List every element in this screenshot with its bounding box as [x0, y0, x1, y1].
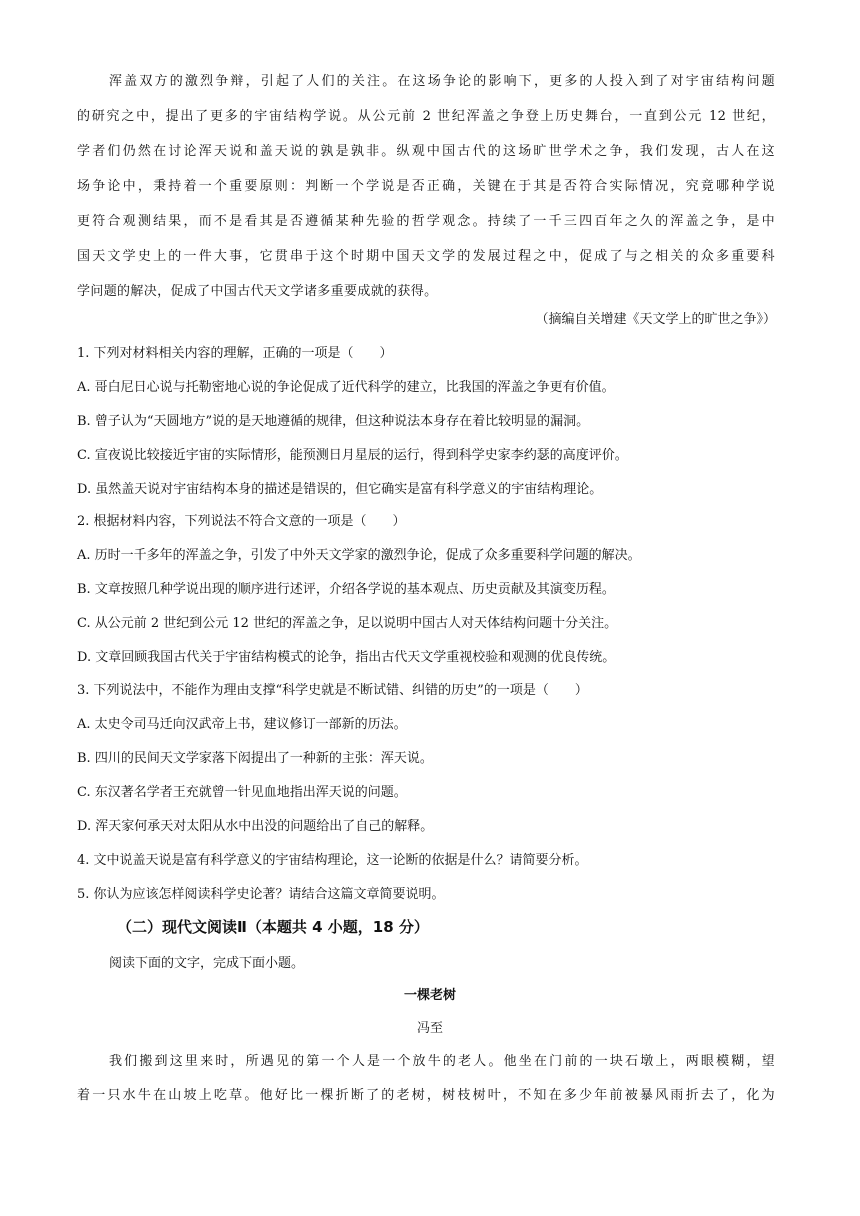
- passage-line: 学问题的解决，促成了中国古代天文学诸多重要成就的获得。: [77, 284, 438, 299]
- question-option: A. 哥白尼日心说与托勒密地心说的争论促成了近代科学的建立，比我国的浑盖之争更有价值。: [77, 380, 615, 395]
- question-option: B. 四川的民间天文学家落下闳提出了一种新的主张：浑天说。: [77, 751, 433, 766]
- passage-source: （摘编自关增建《天文学上的旷世之争》）: [535, 312, 776, 327]
- passage-line: 国天文学史上的一件大事，它贯串于这个时期中国天文学的发展过程之中，促成了与之相关的众多重要科: [77, 249, 775, 264]
- question-option: D. 文章回顾我国古代关于宇宙结构模式的论争，指出古代天文学重视校验和观测的优良传统。: [77, 650, 616, 665]
- article-line: 着一只水牛在山坡上吃草。他好比一棵折断了的老树，树枝树叶，不知在多少年前被暴风雨折去了，化为: [77, 1088, 775, 1103]
- question-option: C. 从公元前 2 世纪到公元 12 世纪的浑盖之争，足以说明中国古人对天体结构问题十分关注。: [77, 616, 618, 631]
- question-option: B. 文章按照几种学说出现的顺序进行述评，介绍各学说的基本观点、历史贡献及其演变历程。: [77, 582, 615, 597]
- article-title: 一棵老树: [403, 988, 456, 1003]
- question-option: C. 东汉著名学者王充就曾一针见血地指出浑天说的问题。: [77, 785, 407, 800]
- passage-line: 的研究之中，提出了更多的宇宙结构学说。从公元前 2 世纪浑盖之争登上历史舞台，一直到公元 12 世纪，: [77, 109, 775, 124]
- section-heading: （二）现代文阅读Ⅱ（本题共 4 小题，18 分）: [117, 918, 429, 936]
- passage-line: 场争论中，秉持着一个重要原则：判断一个学说是否正确，关键在于其是否符合实际情况，究竟哪种学说: [77, 179, 775, 194]
- article-line: 我们搬到这里来时，所遇见的第一个人是一个放牛的老人。他坐在门前的一块石墩上，两眼模糊，望: [109, 1054, 775, 1069]
- passage-line: 学者们仍然在讨论浑天说和盖天说的孰是孰非。纵观中国古代的这场旷世学术之争，我们发现，古人在这: [77, 144, 775, 159]
- question-stem: 1. 下列对材料相关内容的理解，正确的一项是（ ）: [77, 346, 393, 361]
- question-stem: 4. 文中说盖天说是富有科学意义的宇宙结构理论，这一论断的依据是什么？请简要分析。: [77, 853, 588, 868]
- question-stem: 2. 根据材料内容，下列说法不符合文意的一项是（ ）: [77, 514, 406, 529]
- question-option: D. 浑天家何承天对太阳从水中出没的问题给出了自己的解释。: [77, 819, 434, 834]
- question-stem: 5. 你认为应该怎样阅读科学史论著？请结合这篇文章简要说明。: [77, 887, 445, 902]
- section-instruction: 阅读下面的文字，完成下面小题。: [109, 956, 305, 971]
- article-author: 冯至: [416, 1021, 443, 1036]
- question-stem: 3. 下列说法中，不能作为理由支撑“科学史就是不断试错、纠错的历史”的一项是（ ）: [77, 683, 588, 698]
- question-option: A. 历时一千多年的浑盖之争，引发了中外天文学家的激烈争论，促成了众多重要科学问题的解决。: [77, 548, 641, 563]
- question-option: B. 曾子认为“天圆地方”说的是天地遵循的规律，但这种说法本身存在着比较明显的漏洞。: [77, 414, 590, 429]
- passage-line: 浑盖双方的激烈争辩，引起了人们的关注。在这场争论的影响下，更多的人投入到了对宇宙结构问题: [109, 74, 775, 89]
- question-option: D. 虽然盖天说对宇宙结构本身的描述是错误的，但它确实是富有科学意义的宇宙结构理论。: [77, 482, 603, 497]
- question-option: A. 太史令司马迁向汉武帝上书，建议修订一部新的历法。: [77, 717, 407, 732]
- passage-line: 更符合观测结果，而不是看其是否遵循某种先验的哲学观念。持续了一千三四百年之久的浑盖之争，是中: [77, 214, 775, 229]
- question-option: C. 宣夜说比较接近宇宙的实际情形，能预测日月星辰的运行，得到科学史家李约瑟的高度评价。: [77, 448, 628, 463]
